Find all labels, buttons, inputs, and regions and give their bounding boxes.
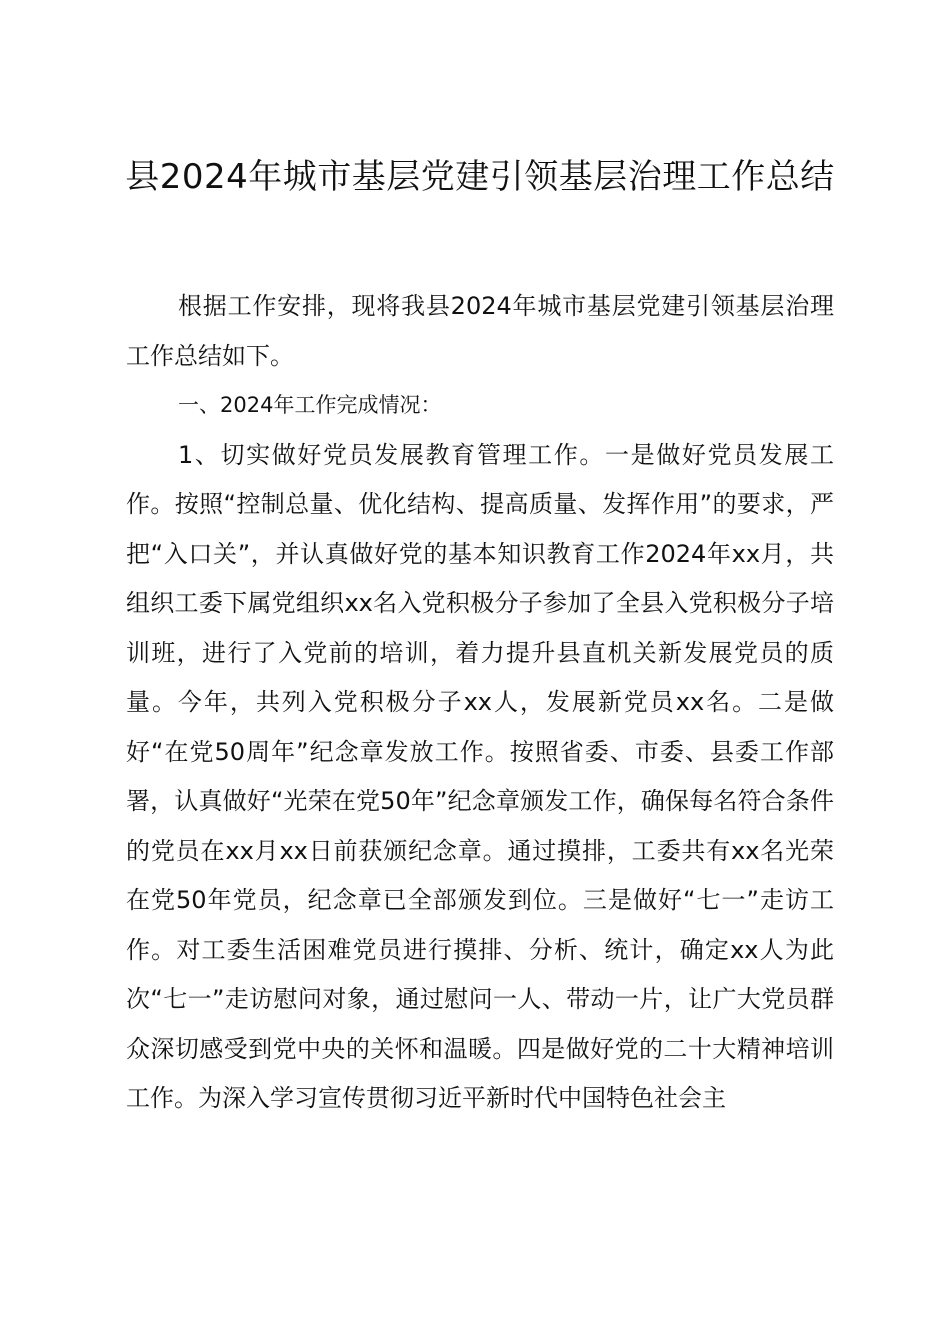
section-heading: 一、2024年工作完成情况： <box>178 393 442 417</box>
document-title: 县2024年城市基层党建引领基层治理工作总结 <box>125 157 835 197</box>
body-paragraph: 1、切实做好党员发展教育管理工作。一是做好党员发展工作。按照“控制总量、优化结构、提高质量、发挥作用”的要求，严把“入口关”，并认真做好党的基本知识教育工作2024年xx月，共组织工委下属党组织xx名入党积极分子参加了全县入党积极分子培训班，进行了入党前的培训，着力提升县直机关新发展党员的质量。今年，共列入党积极分子xx人，发展新党员xx名。二是做好“在党50周年”纪念章发放工作。按照省委、市委、县委工作部署，认真做好“光荣在党50年”纪念章颁发工作，确保每名符合条件的党员在xx月xx日前获颁纪念章。通过摸排，工委共有xx名光荣在党50年党员，纪念章已全部颁发到位。三是做好“七一”走访工作。对工委生活困难党员进行摸排、分析、统计，确定xx人为此次“七一”走访慰问对象，通过慰问一人、带动一片，让广大党员群众深切感受到党中央的关怀和温暖。四是做好党的二十大精神培训工作。为深入学习宣传贯彻习近平新时代中国特色社会主 <box>126 440 834 1112</box>
document-body <box>126 282 834 1124</box>
intro-paragraph: 根据工作安排，现将我县2024年城市基层党建引领基层治理工作总结如下。 <box>126 292 834 370</box>
